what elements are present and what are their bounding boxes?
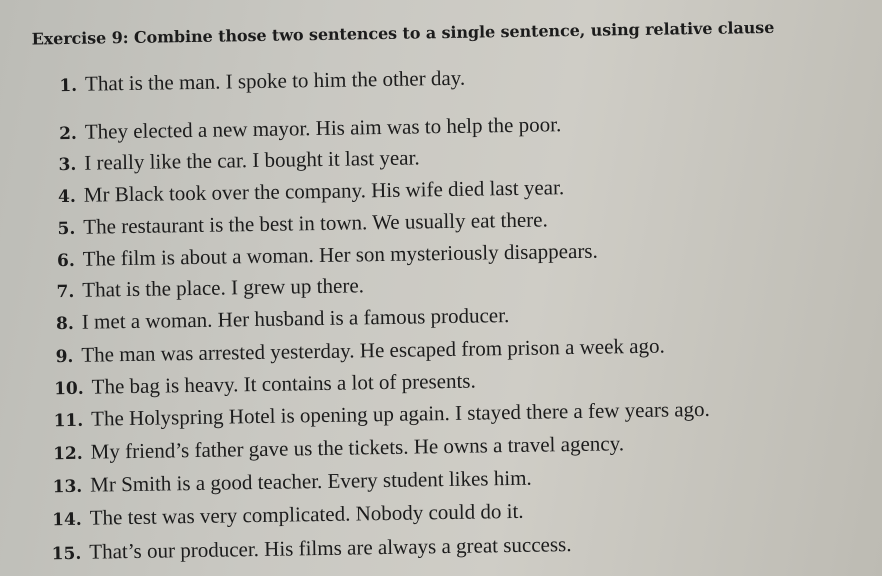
item-text: That is the man. I spoke to him the other day.	[84, 65, 466, 96]
item-number: 2.	[58, 123, 78, 145]
item-text: That is the place. I grew up there.	[82, 273, 365, 302]
exercise-item	[56, 273, 364, 303]
item-number: 8.	[55, 313, 75, 335]
item-number: 11.	[53, 410, 84, 432]
item-text: The restaurant is the best in town. We usually eat there.	[83, 207, 548, 239]
exercise-item	[58, 145, 419, 176]
exercise-item	[52, 466, 531, 499]
item-text: Mr Smith is a good teacher. Every student likes him.	[90, 465, 532, 497]
item-number: 4.	[57, 186, 77, 208]
item-text: That’s our producer. His films are always a great success.	[89, 532, 572, 564]
exercise-item	[53, 431, 624, 465]
item-text: The bag is heavy. It contains a lot of presents.	[91, 368, 476, 399]
exercise-item	[57, 239, 598, 272]
item-text: My friend’s father gave us the tickets. He owns a travel agency.	[90, 431, 625, 464]
exercise-item	[59, 112, 562, 145]
item-number: 9.	[55, 346, 74, 368]
item-number: 10.	[53, 378, 84, 400]
item-text: The test was very complicated. Nobody could do it.	[89, 498, 524, 530]
exercise-item	[53, 397, 710, 432]
exercise-item	[57, 207, 548, 240]
item-number: 6.	[56, 250, 76, 272]
item-text: The man was arrested yesterday. He escaped from prison a week ago.	[81, 333, 665, 367]
item-text: Mr Black took over the company. His wife died last year.	[83, 175, 565, 207]
item-text: I met a woman. Her husband is a famous producer.	[81, 303, 510, 334]
item-number: 12.	[52, 443, 83, 465]
item-text: They elected a new mayor. His aim was to help the poor.	[84, 112, 562, 144]
item-number: 13.	[52, 476, 83, 498]
exercise-item	[58, 175, 564, 208]
item-number: 1.	[59, 75, 78, 97]
exercise-item	[55, 334, 665, 369]
exercise-item	[54, 369, 476, 401]
item-text: The film is about a woman. Her son mysteriously disappears.	[82, 238, 598, 271]
exercise-item	[52, 499, 524, 531]
item-number: 15.	[51, 543, 82, 565]
exercise-item	[56, 303, 510, 335]
exercise-item	[59, 66, 465, 97]
exercise-title: Exercise 9: Combine those two sentences to a single sentence, using relative clause	[31, 17, 775, 49]
item-text: The Holyspring Hotel is opening up again. I stayed there a few years ago.	[90, 396, 711, 431]
item-number: 3.	[58, 154, 77, 176]
item-number: 5.	[57, 218, 76, 240]
item-text: I really like the car. I bought it last year.	[84, 145, 420, 175]
exercise-item	[51, 532, 571, 565]
item-number: 7.	[56, 281, 75, 303]
item-number: 14.	[52, 509, 82, 531]
